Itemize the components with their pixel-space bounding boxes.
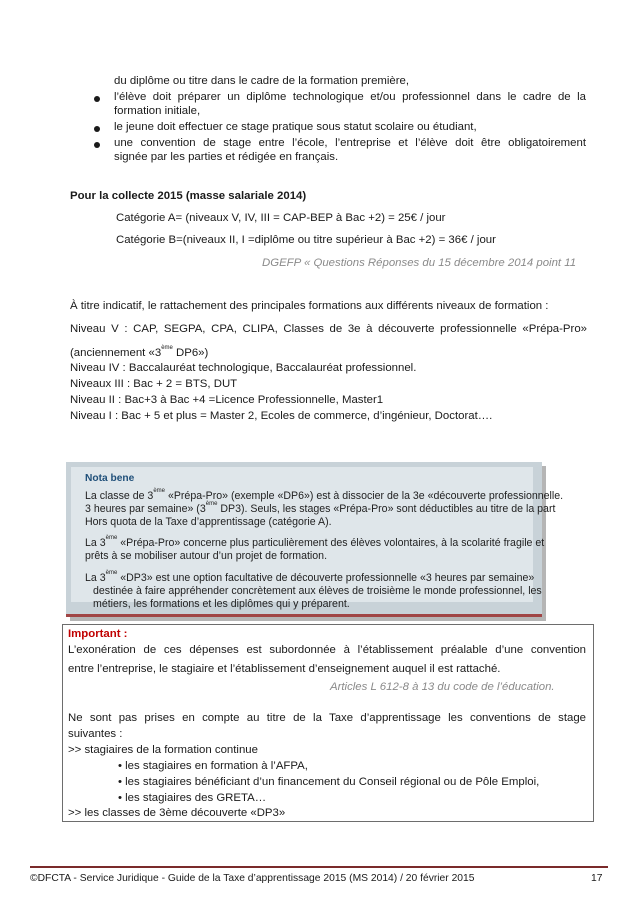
categorie-b: Catégorie B=(niveaux II, I =diplôme ou titre supérieur à Bac +2) = 36€ / jour xyxy=(116,234,496,246)
important-line-3: Ne sont pas prises en compte au titre de la Taxe d’apprentissage les conventions de stage xyxy=(68,712,586,724)
niveau-iv: Niveau IV : Baccalauréat technologique, Baccalauréat professionnel. xyxy=(70,362,417,374)
niveau-v-line-1: Niveau V : CAP, SEGPA, CPA, CLIPA, Classes de 3e à découverte professionnelle «Prépa-Pro» xyxy=(70,323,587,335)
important-bullet-1: • les stagiaires en formation à l’AFPA, xyxy=(118,760,308,772)
niveau-v-text-b: DP6») xyxy=(172,347,209,359)
important-line-5: >> stagiaires de la formation continue xyxy=(68,744,258,756)
bullet-item-3-line-1: une convention de stage entre l’école, l’entreprise et l’élève doit être obligatoirement xyxy=(114,137,586,149)
nota-p1-line-2 xyxy=(85,503,555,517)
important-line-4: suivantes : xyxy=(68,728,123,740)
nota-p3-line-2: destinée à faire appréhender concrètement aux élèves de troisième le monde professionnel, les xyxy=(93,585,542,597)
bullet-dot-1 xyxy=(94,96,100,102)
footer-rule xyxy=(30,866,608,868)
nota-bene-title: Nota bene xyxy=(85,473,135,484)
page-number: 17 xyxy=(591,873,603,884)
important-title: Important : xyxy=(68,628,128,640)
niveau-v-text-a: (anciennement «3 xyxy=(70,347,162,359)
nota-p1-l1-sup: ème xyxy=(153,488,165,494)
nota-p2-line-2: prêts à se mobiliser autour d’un projet de formation. xyxy=(85,550,328,562)
important-line-6: >> les classes de 3ème découverte «DP3» xyxy=(68,807,286,819)
niveau-iii: Niveaux III : Bac + 2 = BTS, DUT xyxy=(70,378,238,390)
footer-text: ©DFCTA - Service Juridique - Guide de la Taxe d’apprentissage 2015 (MS 2014) / 20 février 2015 xyxy=(30,873,475,884)
nota-p1-l2-sup: ème xyxy=(205,501,218,507)
bullet-item-3-line-2: signée par les parties et rédigée en français. xyxy=(114,151,339,163)
nota-p3-line-1 xyxy=(85,572,534,586)
important-line-2: entre l’entreprise, le stagiaire et l’établissement d’enseignement auquel il est rattaché. xyxy=(68,663,501,675)
bullet-continuation: du diplôme ou titre dans le cadre de la formation première, xyxy=(114,75,410,87)
niveau-ii: Niveau II : Bac+3 à Bac +4 =Licence Professionnelle, Master1 xyxy=(70,394,384,406)
niveau-v-line-2 xyxy=(70,346,208,362)
niveau-v-superscript: ème xyxy=(161,345,173,351)
important-reference: Articles L 612-8 à 13 du code de l’éducation. xyxy=(330,681,555,693)
collecte-source: DGEFP « Questions Réponses du 15 décembre 2014 point 11 xyxy=(262,257,577,269)
nota-p1-l2-b: DP3). Seuls, les stages «Prépa-Pro» sont déductibles au titre de la part xyxy=(217,503,556,515)
important-line-1: L’exonération de ces dépenses est subordonnée à l’établissement préalable d’une convention xyxy=(68,644,586,656)
bullet-item-1-line-1: l’élève doit préparer un diplôme technologique et/ou professionnel dans le cadre de la xyxy=(114,91,586,103)
niveau-i: Niveau I : Bac + 5 et plus = Master 2, Ecoles de commerce, d’ingénieur, Doctorat…. xyxy=(70,410,493,422)
bullet-item-2: le jeune doit effectuer ce stage pratique sous statut scolaire ou étudiant, xyxy=(114,121,477,133)
nota-p3-l1-a: La 3 xyxy=(85,572,106,584)
niveaux-intro: À titre indicatif, le rattachement des principales formations aux différents niveaux de formation : xyxy=(70,300,549,312)
nota-p3-l1-sup: ème xyxy=(105,570,118,576)
categorie-a: Catégorie A= (niveaux V, IV, III = CAP-BEP à Bac +2) = 25€ / jour xyxy=(116,212,446,224)
collecte-heading: Pour la collecte 2015 (masse salariale 2014) xyxy=(70,190,307,202)
nota-bene-box xyxy=(66,462,564,617)
nota-p2-l1-b: «Prépa-Pro» concerne plus particulièrement des élèves volontaires, à la scolarité fragile et xyxy=(117,537,545,549)
nota-p1-l2-a: 3 heures par semaine» (3 xyxy=(85,503,206,515)
bullet-dot-3 xyxy=(94,142,100,148)
important-bullet-2: • les stagiaires bénéficiant d’un financement du Conseil régional ou de Pôle Emploi, xyxy=(118,776,540,788)
nota-p2-l1-a: La 3 xyxy=(85,537,106,549)
nota-p1-line-3: Hors quota de la Taxe d’apprentissage (catégorie A). xyxy=(85,516,332,528)
nota-p3-line-3: métiers, les formations et les diplômes qui y préparent. xyxy=(93,598,350,610)
nota-p1-line-1 xyxy=(85,490,563,504)
important-bullet-3: • les stagiaires des GRETA… xyxy=(118,792,267,804)
nota-p1-l1-a: La classe de 3 xyxy=(85,490,154,502)
bullet-item-1-line-2: formation initiale, xyxy=(114,105,201,117)
nota-p2-line-1 xyxy=(85,537,544,551)
nota-p1-l1-b: «Prépa-Pro» (exemple «DP6») est à dissocier de la 3e «découverte professionnelle. xyxy=(165,490,564,502)
bullet-dot-2 xyxy=(94,126,100,132)
nota-p2-l1-sup: ème xyxy=(105,535,118,541)
nota-p3-l1-b: «DP3» est une option facultative de découverte professionnelle «3 heures par semaine» xyxy=(117,572,535,584)
nota-bene-panel xyxy=(71,467,564,610)
